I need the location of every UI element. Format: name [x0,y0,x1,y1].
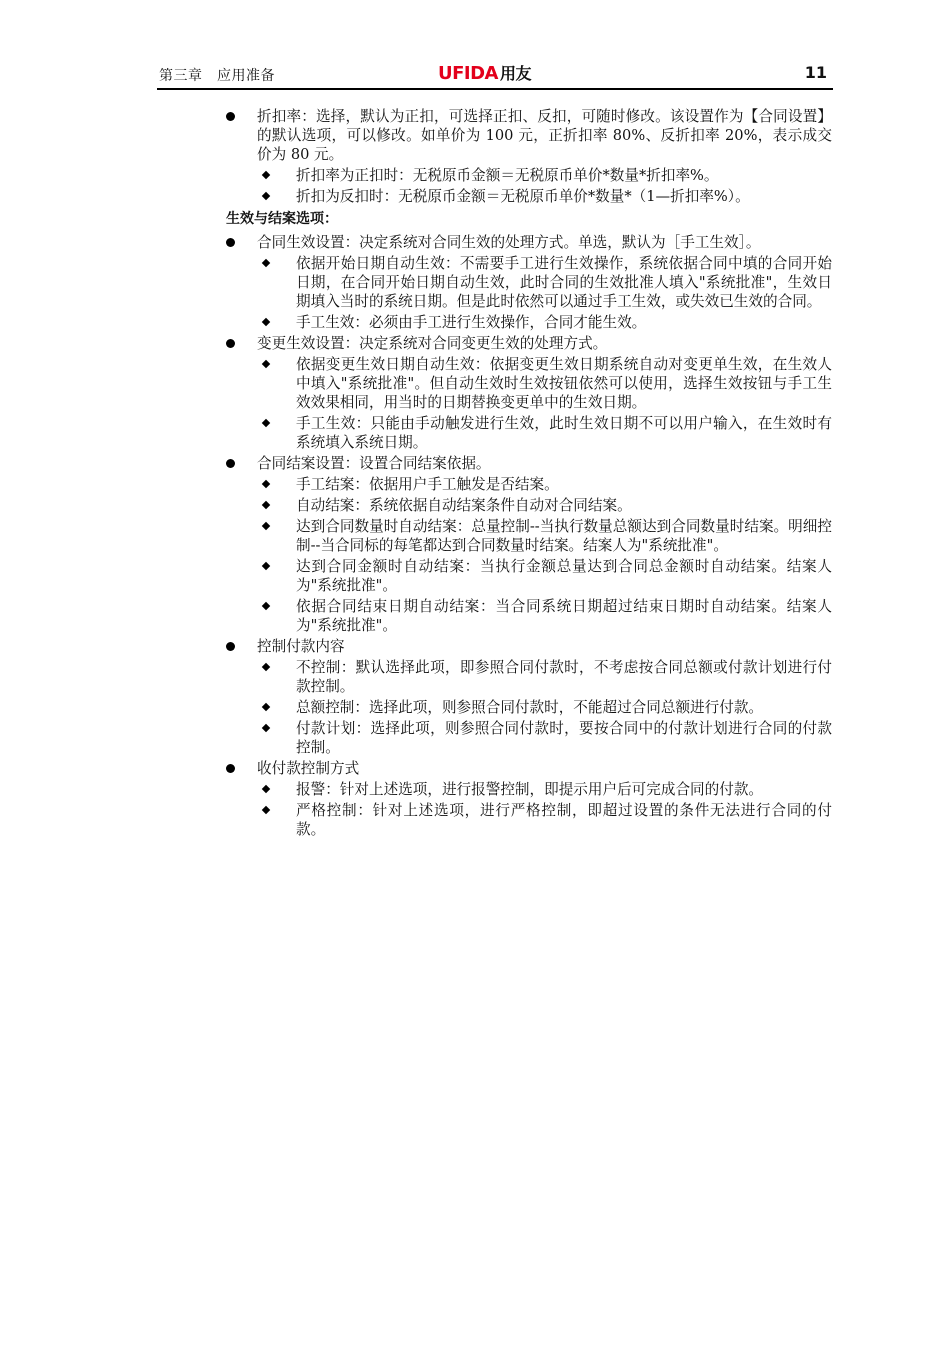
bullet-icon [226,112,235,121]
sub-list-item [226,698,832,717]
sub-list-item [226,187,832,206]
sub-list-item [226,517,832,555]
sub-list-item [226,719,832,757]
item-text: 总额控制：选择此项，则参照合同付款时，不能超过合同总额进行付款。 [296,699,764,716]
diamond-bullet-icon [262,522,270,530]
diamond-bullet-icon [262,318,270,326]
sub-list-item [226,557,832,595]
item-text: 自动结案：系统依据自动结案条件自动对合同结案。 [296,497,632,514]
bullet-icon [226,764,235,773]
bullet-icon [226,642,235,651]
diamond-bullet-icon [262,562,270,570]
section-title: 生效与结案选项： [226,211,338,227]
item-text: 折扣为反扣时：无税原币金额＝无税原币单价*数量*（1—折扣率%）。 [296,188,750,205]
item-text: 不控制：默认选择此项，即参照合同付款时，不考虑按合同总额或付款计划进行付款控制。 [296,659,832,695]
diamond-bullet-icon [262,419,270,427]
sub-list-item [226,801,832,839]
diamond-bullet-icon [262,501,270,509]
item-text: 达到合同数量时自动结案：总量控制--当执行数量总额达到合同数量时结案。明细控制--当合同标的每笔都达到合同数量时结案。结案人为"系统批准"。 [296,518,832,554]
logo-cn: 用友 [499,64,531,83]
sub-list-item [226,780,832,799]
list-item [226,334,832,353]
sub-list-item [226,355,832,412]
diamond-bullet-icon [262,602,270,610]
item-text: 折扣率：选择，默认为正扣，可选择正扣、反扣，可随时修改。该设置作为【合同设置】的默认选项，可以修改。如单价为 100 元，正折扣率 80%、反折扣率 20%，表示成交价为 80 元。 [257,108,832,163]
chapter-title: 第三章 应用准备 [159,68,275,84]
sub-list-item [226,414,832,452]
sub-list-item [226,496,832,515]
item-text: 合同生效设置：决定系统对合同生效的处理方式。单选，默认为［手工生效］。 [257,234,761,251]
ufida-logo [438,61,531,84]
bullet-icon [226,459,235,468]
sub-list-item [226,658,832,696]
item-text: 手工结案：依据用户手工触发是否结案。 [296,476,559,493]
item-text: 合同结案设置：设置合同结案依据。 [257,455,491,472]
list-item [226,454,832,473]
item-text: 手工生效：只能由手动触发进行生效，此时生效日期不可以用户输入，在生效时有系统填入系统日期。 [296,415,832,451]
diamond-bullet-icon [262,703,270,711]
page-header [157,62,833,90]
item-text: 达到合同金额时自动结案：当执行金额总量达到合同总金额时自动结案。结案人为"系统批准"。 [296,558,832,594]
item-text: 报警：针对上述选项，进行报警控制，即提示用户后可完成合同的付款。 [296,781,764,798]
item-text: 严格控制：针对上述选项，进行严格控制，即超过设置的条件无法进行合同的付款。 [296,802,832,838]
diamond-bullet-icon [262,259,270,267]
diamond-bullet-icon [262,480,270,488]
logo-en: UFIDA [438,63,498,84]
item-text: 依据变更生效日期自动生效：依据变更生效日期系统自动对变更单生效，在生效人中填入"系统批准"。但自动生效时生效按钮依然可以使用，选择生效按钮与手工生效效果相同，用当时的日期替换变更单中的生效日期。 [296,356,832,411]
list-item [226,637,832,656]
sub-list-item [226,254,832,311]
diamond-bullet-icon [262,663,270,671]
sub-list-item [226,475,832,494]
document-body [226,107,832,841]
diamond-bullet-icon [262,171,270,179]
diamond-bullet-icon [262,360,270,368]
item-text: 依据开始日期自动生效：不需要手工进行生效操作，系统依据合同中填的合同开始日期，在合同开始日期自动生效，此时合同的生效批准人填入"系统批准"，生效日期填入当时的系统日期。但是此时依然可以通过手工生效，或失效已生效的合同。 [296,255,832,310]
list-item [226,107,832,164]
item-text: 控制付款内容 [257,638,345,655]
sub-list-item [226,313,832,332]
bullet-icon [226,339,235,348]
list-item [226,233,832,252]
diamond-bullet-icon [262,785,270,793]
bullet-icon [226,238,235,247]
item-text: 付款计划：选择此项，则参照合同付款时，要按合同中的付款计划进行合同的付款控制。 [296,720,832,756]
diamond-bullet-icon [262,724,270,732]
sub-list-item [226,597,832,635]
diamond-bullet-icon [262,806,270,814]
sub-list-item [226,166,832,185]
item-text: 收付款控制方式 [257,760,360,777]
item-text: 变更生效设置：决定系统对合同变更生效的处理方式。 [257,335,608,352]
item-text: 折扣率为正扣时：无税原币金额＝无税原币单价*数量*折扣率%。 [296,167,719,184]
diamond-bullet-icon [262,192,270,200]
item-text: 依据合同结束日期自动结案：当合同系统日期超过结束日期时自动结案。结案人为"系统批准"。 [296,598,832,634]
list-item [226,759,832,778]
item-text: 手工生效：必须由手工进行生效操作，合同才能生效。 [296,314,647,331]
page-number: 11 [804,63,827,82]
